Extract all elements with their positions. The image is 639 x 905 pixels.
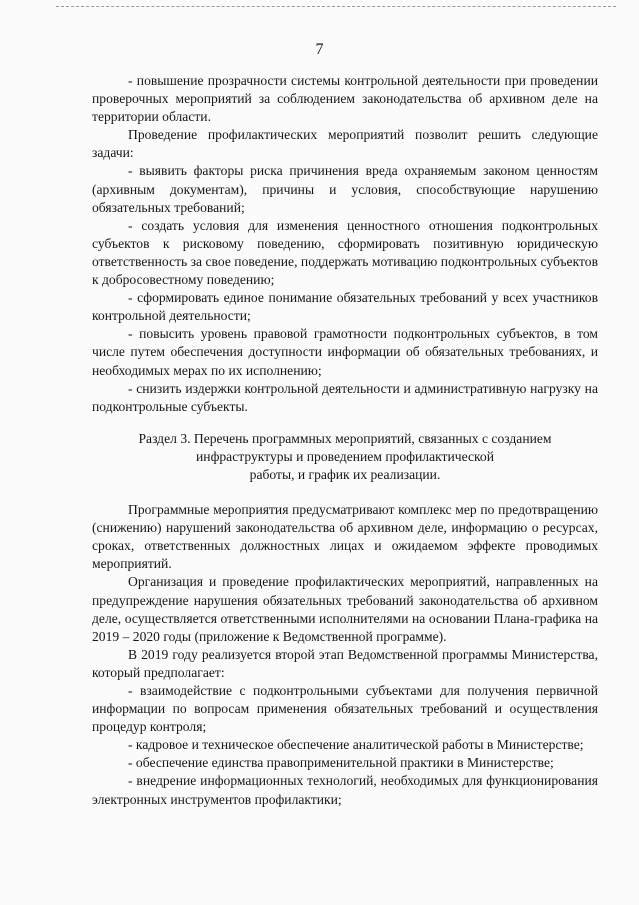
list-item: - создать условия для изменения ценностного отношения подконтрольных субъектов к рисковому поведению, сформировать позитивную юридическую ответственность за свое поведение, поддержать мотивацию подконтрольных субъектов к добросовестному поведению;: [92, 217, 598, 288]
paragraph: Организация и проведение профилактических мероприятий, направленных на предупреждение нарушения обязательных требований законодательства об архивном деле, осуществляется ответственными исполнителями на основании Плана-графика на 2019 – 2020 годы (приложение к Ведомственной программе).: [92, 574, 598, 644]
list-item: - снизить издержки контрольной деятельности и административную нагрузку на подконтрольные субъекты.: [92, 380, 598, 414]
section-heading-line: Раздел 3. Перечень программных мероприятий, связанных с созданием: [138, 430, 552, 446]
page-number: 7: [315, 41, 324, 58]
list-item: - обеспечение единства правоприменительной практики в Министерстве;: [128, 755, 554, 771]
document-body: [92, 72, 598, 809]
paragraph: В 2019 году реализуется второй этап Ведомственной программы Министерства, который предполагает:: [92, 646, 598, 680]
list-item: - внедрение информационных технологий, необходимых для функционирования электронных инструментов профилактики;: [92, 773, 598, 807]
section-heading: [92, 430, 598, 484]
top-edge-rule: [56, 6, 616, 7]
list-item: - повысить уровень правовой грамотности подконтрольных субъектов, в том числе путем обеспечения доступности информации об обязательных требованиях, и необходимых мерах по их исполнению;: [92, 326, 598, 378]
spacer: [92, 484, 598, 501]
paragraph: - повышение прозрачности системы контрольной деятельности при проведении проверочных мероприятий за соблюдением законодательства об архивном деле на территории области.: [92, 73, 598, 125]
paragraph: Проведение профилактических мероприятий позволит решить следующие задачи:: [92, 127, 598, 161]
list-item: - взаимодействие с подконтрольными субъектами для получения первичной информации по вопросам применения обязательных требований и осуществления процедур контроля;: [92, 683, 598, 735]
section-heading-line: работы, и график их реализации.: [249, 466, 441, 482]
section-heading-line: инфраструктуры и проведением профилактической: [196, 448, 494, 464]
paragraph: Программные мероприятия предусматривают комплекс мер по предотвращению (снижению) нарушений законодательства об архивном деле, информацию о ресурсах, сроках, ответственных должностных лицах и ожидаемом эффекте проводимых мероприятий.: [92, 502, 598, 572]
list-item: - кадровое и техническое обеспечение аналитической работы в Министерстве;: [128, 737, 584, 753]
list-item: - выявить факторы риска причинения вреда охраняемым законом ценностям (архивным документам), причины и условия, способствующие нарушению обязательных требований;: [92, 163, 598, 215]
list-item: - сформировать единое понимание обязательных требований у всех участников контрольной деятельности;: [92, 290, 598, 324]
